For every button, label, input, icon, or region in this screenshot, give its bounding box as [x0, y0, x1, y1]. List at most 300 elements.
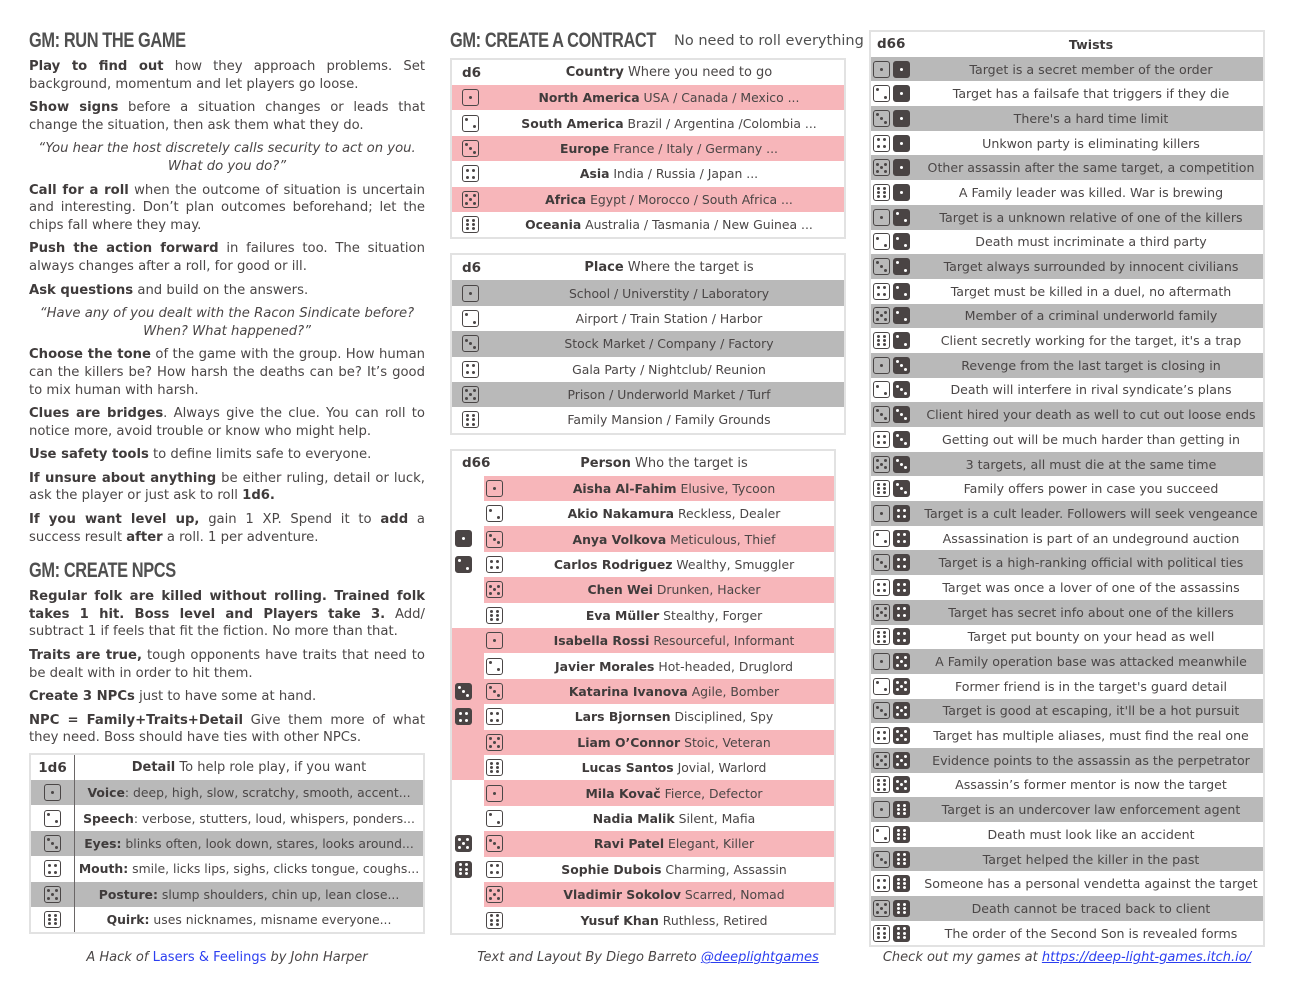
table-row: [871, 896, 1263, 921]
rule-paragraph: [29, 405, 425, 440]
die-cell: [871, 233, 919, 250]
die-cell: [452, 89, 494, 106]
column-create-contract: [450, 28, 864, 935]
table-row: [484, 704, 834, 729]
die-cell: [871, 456, 919, 473]
die-six-icon: [893, 875, 910, 892]
table-row: [31, 856, 423, 881]
die-two-icon: [486, 505, 503, 522]
die-cell: [871, 727, 919, 744]
die-one-icon: [455, 530, 472, 547]
die-cell: [452, 310, 494, 327]
die-cell: [871, 307, 919, 324]
body-text: Give them more of what they need. Boss should have ties with other NPCs.: [29, 712, 425, 746]
row-text: Target is a secret member of the order: [969, 61, 1213, 77]
table-row: [871, 501, 1263, 526]
die-cell: [871, 110, 919, 127]
die-one-icon: [486, 632, 503, 649]
row-text: [494, 192, 844, 207]
bold-term: Ravi Patel: [593, 836, 665, 852]
die-three-icon: [44, 835, 61, 852]
row-text: [514, 633, 834, 648]
die-six-icon: [873, 776, 890, 793]
table-row: [871, 871, 1263, 896]
table-row: [871, 526, 1263, 551]
header-title: Place: [584, 260, 624, 276]
die-five-icon: [893, 702, 910, 719]
deeplightgames-link[interactable]: @deeplightgames: [700, 950, 819, 965]
die-cell: [484, 861, 514, 878]
die-cell: [484, 505, 514, 522]
die-cell: [452, 361, 494, 378]
die-column-header: 1d6: [31, 755, 75, 780]
die-two-icon: [893, 233, 910, 250]
table-row: [871, 402, 1263, 427]
die-one-icon: [44, 784, 61, 801]
bold-term: Chen Wei: [587, 582, 653, 598]
body-text: USA / Canada / Mexico ...: [639, 90, 800, 106]
row-text: [514, 532, 834, 547]
body-text: a roll. 1 per adventure.: [162, 529, 319, 545]
row-text: Former friend is in the target's guard detail: [954, 678, 1228, 694]
column-header: [75, 760, 423, 775]
die-three-icon: [486, 531, 503, 548]
row-text: [75, 836, 423, 851]
rule-paragraph: [29, 182, 425, 235]
die-two-icon: [893, 332, 910, 349]
header-title: Person: [580, 455, 631, 471]
die-cell: [871, 801, 919, 818]
table-row: [484, 882, 834, 907]
table-row: [484, 526, 834, 551]
die-cell: [871, 381, 919, 398]
die-six-icon: [873, 925, 890, 942]
die-column-header: d6: [462, 64, 482, 81]
table-row: [484, 476, 834, 501]
row-text: [514, 836, 834, 851]
body-text: Egypt / Morocco / South Africa ...: [586, 191, 793, 207]
bold-term: Create 3 NPCs: [29, 689, 135, 705]
rule-paragraph: [29, 511, 425, 546]
table-row: [484, 806, 834, 831]
die-cell: [871, 925, 919, 942]
die-five-icon: [486, 734, 503, 751]
table-row: [871, 106, 1263, 131]
create-contract-subtitle: No need to roll everything: [674, 33, 864, 49]
person-table: [450, 449, 836, 935]
die-four-icon: [462, 165, 479, 182]
die-two-icon: [873, 678, 890, 695]
die-two-icon: [462, 310, 479, 327]
table-row: [871, 649, 1263, 674]
die-five-icon: [873, 159, 890, 176]
itch-link[interactable]: https://deep-light-games.itch.io/: [1041, 950, 1252, 965]
table-row: [871, 328, 1263, 353]
die-five-icon: [893, 678, 910, 695]
bold-term: Voice: [87, 785, 125, 801]
die-five-icon: [873, 900, 890, 917]
die-one-icon: [893, 184, 910, 201]
place-table: [450, 253, 846, 434]
table-row: [452, 382, 844, 407]
die-cell: [871, 159, 919, 176]
row-text: [514, 887, 834, 902]
bold-term: Push the action forward: [29, 241, 219, 257]
die-cell: [871, 554, 919, 571]
die-six-icon: [893, 925, 910, 942]
header-subtitle: Who the target is: [630, 455, 748, 471]
row-text: 3 targets, all must die at the same time: [965, 456, 1217, 472]
table-header: [871, 32, 1263, 57]
table-row: [871, 600, 1263, 625]
bold-term: Traits are true,: [29, 648, 142, 664]
die-cell: [871, 406, 919, 423]
die-six-icon: [486, 759, 503, 776]
row-text: [494, 286, 844, 301]
die-cell: [31, 882, 75, 907]
rule-paragraph: [29, 346, 425, 399]
table-row: [452, 357, 844, 382]
die-cell: [452, 335, 494, 352]
row-text: Revenge from the last target is closing in: [961, 357, 1221, 373]
bold-term: Play to find out: [29, 59, 164, 74]
die-three-icon: [873, 110, 890, 127]
create-npcs-rules: [29, 588, 425, 747]
bold-term: Sophie Dubois: [561, 861, 662, 877]
bold-term: Eva Müller: [585, 607, 660, 623]
table-row: [452, 110, 844, 135]
die-one-icon: [893, 85, 910, 102]
die-five-icon: [462, 191, 479, 208]
bold-term: Africa: [545, 191, 587, 207]
die-cell: [871, 184, 919, 201]
table-row: [871, 353, 1263, 378]
die-cell: [484, 708, 514, 725]
table-row: [871, 304, 1263, 329]
body-text: Silent, Mafia: [674, 810, 756, 826]
bold-term: after: [126, 529, 163, 545]
die-two-icon: [893, 283, 910, 300]
die-column-header: d6: [462, 259, 482, 276]
die-one-icon: [893, 135, 910, 152]
die-one-icon: [486, 785, 503, 802]
die-four-icon: [873, 875, 890, 892]
row-text: Target has secret info about one of the killers: [948, 604, 1234, 620]
table-row: [871, 723, 1263, 748]
group-rows: [484, 476, 834, 628]
bold-term: Use safety tools: [29, 447, 149, 463]
bold-term: Akio Nakamura: [567, 506, 675, 522]
die-cell: [871, 604, 919, 621]
body-text: Stoic, Veteran: [680, 734, 771, 750]
bold-term: Vladimir Sokolov: [563, 887, 681, 903]
die-cell: [871, 678, 919, 695]
row-text: [494, 90, 844, 105]
body-text: in failures too. The situation always changes after a roll, for good or ill.: [29, 241, 425, 274]
table-row: [871, 279, 1263, 304]
row-text: [514, 506, 834, 521]
die-cell: [452, 115, 494, 132]
body-text: Elusive, Tycoon: [676, 480, 776, 496]
row-text: Other assassin after the same target, a competition: [927, 160, 1255, 176]
row-text: [514, 557, 834, 572]
die-cell: [871, 431, 919, 448]
die-cell: [484, 810, 514, 827]
die-one-icon: [462, 285, 479, 302]
die-five-icon: [873, 307, 890, 324]
table-row: [484, 679, 834, 704]
body-text: Add/ subtract 1 if feels that fit the fiction. No more than that.: [29, 606, 425, 640]
body-text: : verbose, stutters, loud, whispers, ponders...: [133, 810, 415, 826]
table-row: [871, 822, 1263, 847]
die-six-icon: [873, 332, 890, 349]
table-row: [871, 57, 1263, 82]
die-two-icon: [893, 258, 910, 275]
die-three-icon: [893, 406, 910, 423]
die-five-icon: [462, 386, 479, 403]
body-text: India / Russia / Japan ...: [609, 166, 759, 182]
body-text: and build on the answers.: [133, 282, 309, 298]
body-text: Elegant, Killer: [664, 836, 755, 852]
body-text: Wealthy, Smuggler: [672, 557, 795, 573]
die-cell: [484, 759, 514, 776]
table-row: [484, 653, 834, 678]
bold-term: Call for a roll: [29, 182, 129, 198]
row-text: [75, 811, 423, 826]
table-row: [452, 161, 844, 186]
die-cell: [484, 785, 514, 802]
lasers-feelings-link[interactable]: Lasers & Feelings: [152, 950, 267, 965]
row-text: Death must incriminate a third party: [975, 234, 1207, 250]
body-text: before a situation changes or leads that change the situation, then ask them what they do.: [29, 100, 425, 133]
row-text: Target has multiple aliases, must find the real one: [933, 728, 1249, 744]
twists-table: [869, 30, 1265, 947]
bold-term: Katarina Ivanova: [568, 684, 688, 699]
die-cell: [871, 628, 919, 645]
body-text: Disciplined, Spy: [670, 709, 774, 725]
die-two-icon: [486, 658, 503, 675]
rule-paragraph: [29, 240, 425, 275]
bold-term: NPC = Family+Traits+Detail: [29, 712, 243, 728]
body-text: Brazil / Argentina /Colombia ...: [623, 115, 817, 131]
table-row: [871, 625, 1263, 650]
die-three-icon: [873, 406, 890, 423]
row-text: [75, 785, 423, 800]
body-text: . Always give the clue. You can roll to notice more, avoid trouble or know who might help.: [29, 406, 425, 439]
example-quote: “Have any of you dealt with the Racon Sindicate before? When? What happened?”: [39, 306, 415, 339]
group-die-column: [452, 476, 484, 628]
die-cell: [31, 780, 75, 805]
die-one-icon: [486, 480, 503, 497]
row-text: [514, 735, 834, 750]
rule-paragraph: [29, 470, 425, 505]
row-text: [75, 861, 423, 876]
row-text: [514, 481, 834, 496]
body-text: Resourceful, Informant: [649, 633, 795, 649]
row-text: [494, 166, 844, 181]
die-cell: [484, 835, 514, 852]
die-four-icon: [486, 861, 503, 878]
bold-term: Nadia Malik: [592, 810, 675, 826]
bold-term: Speech: [83, 810, 134, 826]
die-five-icon: [873, 456, 890, 473]
body-text: gain 1 XP. Spend it to: [199, 512, 381, 528]
die-four-icon: [873, 283, 890, 300]
die-one-icon: [873, 505, 890, 522]
row-text: Assassin’s former mentor is now the target: [955, 777, 1227, 793]
die-three-icon: [873, 554, 890, 571]
row-text: Target is a cult leader. Followers will seek vengeance: [924, 505, 1258, 521]
die-cell: [871, 283, 919, 300]
die-six-icon: [873, 184, 890, 201]
die-one-icon: [873, 209, 890, 226]
row-text: [494, 217, 844, 232]
die-cell: [871, 135, 919, 152]
bold-term: Clues are bridges: [29, 406, 164, 422]
bold-term: If unsure about anything: [29, 470, 217, 486]
die-five-icon: [873, 604, 890, 621]
row-text: Evidence points to the assassin as the perpetrator: [932, 752, 1250, 768]
table-row: [452, 280, 844, 305]
die-cell: [484, 683, 514, 700]
body-text: Prison / Underworld Market / Turf: [567, 387, 771, 403]
itch-credit: [869, 950, 1265, 965]
row-text: There's a hard time limit: [1013, 110, 1169, 126]
row-text: Target helped the killer in the past: [982, 851, 1200, 867]
column-header: [494, 65, 844, 80]
create-npcs-title: GM: CREATE NPCS: [29, 559, 176, 583]
header-subtitle: Where you need to go: [623, 65, 773, 80]
bold-term: Posture:: [98, 886, 158, 902]
column-twists: [869, 30, 1265, 947]
table-row: [871, 550, 1263, 575]
table-row: [31, 831, 423, 856]
row-text: Target is good at escaping, it'll be a hot pursuit: [942, 703, 1240, 719]
row-text: Client hired your death as well to cut out loose ends: [926, 407, 1256, 423]
row-text: Target put bounty on your head as well: [967, 629, 1215, 645]
row-text: The order of the Second Son is revealed forms: [944, 925, 1238, 941]
body-text: Ruthless, Retired: [658, 912, 768, 928]
bold-term: Oceania: [525, 217, 582, 233]
die-four-icon: [873, 727, 890, 744]
die-cell: [871, 505, 919, 522]
die-six-icon: [455, 861, 472, 878]
row-text: [514, 582, 834, 597]
rule-paragraph: [29, 688, 425, 706]
die-cell: [484, 607, 514, 624]
bold-term: Europe: [559, 140, 610, 156]
die-cell: [871, 900, 919, 917]
bold-term: Regular folk are killed without rolling. Trained folk takes 1 hit. Boss level and Players take 3.: [29, 589, 425, 622]
group-die-column: [452, 628, 484, 780]
die-cell: [871, 851, 919, 868]
row-text: Target is a high-ranking official with political ties: [938, 555, 1244, 571]
header-title: Detail: [131, 760, 176, 775]
body-text: Gala Party / Nightclub/ Reunion: [572, 361, 766, 377]
row-text: [494, 387, 844, 402]
die-three-icon: [486, 683, 503, 700]
die-cell: [484, 912, 514, 929]
body-text: : deep, high, slow, scratchy, smooth, accent...: [124, 785, 411, 801]
die-four-icon: [486, 708, 503, 725]
row-text: Unkwon party is eliminating killers: [982, 135, 1200, 151]
die-cell: [871, 826, 919, 843]
die-five-icon: [893, 727, 910, 744]
die-six-icon: [893, 826, 910, 843]
table-row: [871, 748, 1263, 773]
column-header: [494, 260, 844, 275]
body-text: Reckless, Dealer: [674, 506, 781, 522]
die-cell: [484, 886, 514, 903]
run-game-title: GM: RUN THE GAME: [29, 29, 186, 52]
body-text: Stealthy, Forger: [659, 607, 763, 623]
hack-credit-author: by John Harper: [266, 950, 368, 965]
row-text: Someone has a personal vendetta against the target: [924, 876, 1258, 892]
bold-term: add: [380, 512, 409, 528]
row-text: [494, 336, 844, 351]
row-text: [494, 311, 844, 326]
die-cell: [871, 332, 919, 349]
die-five-icon: [486, 581, 503, 598]
table-row: [31, 780, 423, 805]
row-text: [514, 786, 834, 801]
die-three-icon: [893, 456, 910, 473]
die-three-icon: [893, 431, 910, 448]
body-text: Australia / Tasmania / New Guinea ...: [581, 217, 813, 233]
body-text: tough opponents have traits that need to be dealt with in order to hit them.: [29, 648, 425, 681]
bold-term: 1d6.: [242, 488, 275, 504]
die-four-icon: [893, 604, 910, 621]
table-row: [871, 180, 1263, 205]
table-row: [871, 674, 1263, 699]
die-five-icon: [893, 653, 910, 670]
bold-term: Mila Kovač: [585, 785, 661, 801]
rule-paragraph: [29, 588, 425, 641]
die-six-icon: [44, 911, 61, 928]
table-row: [871, 81, 1263, 106]
table-row: [871, 205, 1263, 230]
die-four-icon: [893, 530, 910, 547]
bold-term: Aisha Al-Fahim: [572, 480, 677, 496]
die-four-icon: [455, 708, 472, 725]
body-text: just to have some at hand.: [134, 689, 317, 705]
rule-paragraph: [29, 446, 425, 464]
column-run-game: [29, 28, 425, 934]
die-four-icon: [486, 556, 503, 573]
bold-term: Lucas Santos: [581, 760, 674, 776]
table-row: [871, 155, 1263, 180]
rule-paragraph: [29, 712, 425, 747]
rule-paragraph: [29, 647, 425, 682]
person-group: [452, 780, 834, 932]
die-cell: [484, 658, 514, 675]
table-row: [871, 131, 1263, 156]
itch-credit-text: Check out my games at: [882, 950, 1042, 965]
table-row: [452, 85, 844, 110]
die-two-icon: [486, 810, 503, 827]
die-cell: [871, 579, 919, 596]
table-row: [452, 306, 844, 331]
example-quote: “You hear the host discretely calls security to act on you. What do you do?”: [38, 141, 416, 174]
row-text: [514, 659, 834, 674]
table-row: [31, 907, 423, 932]
die-two-icon: [893, 209, 910, 226]
table-row: [871, 378, 1263, 403]
die-cell: [871, 702, 919, 719]
row-text: [75, 912, 423, 927]
die-four-icon: [893, 628, 910, 645]
die-cell: [452, 386, 494, 403]
